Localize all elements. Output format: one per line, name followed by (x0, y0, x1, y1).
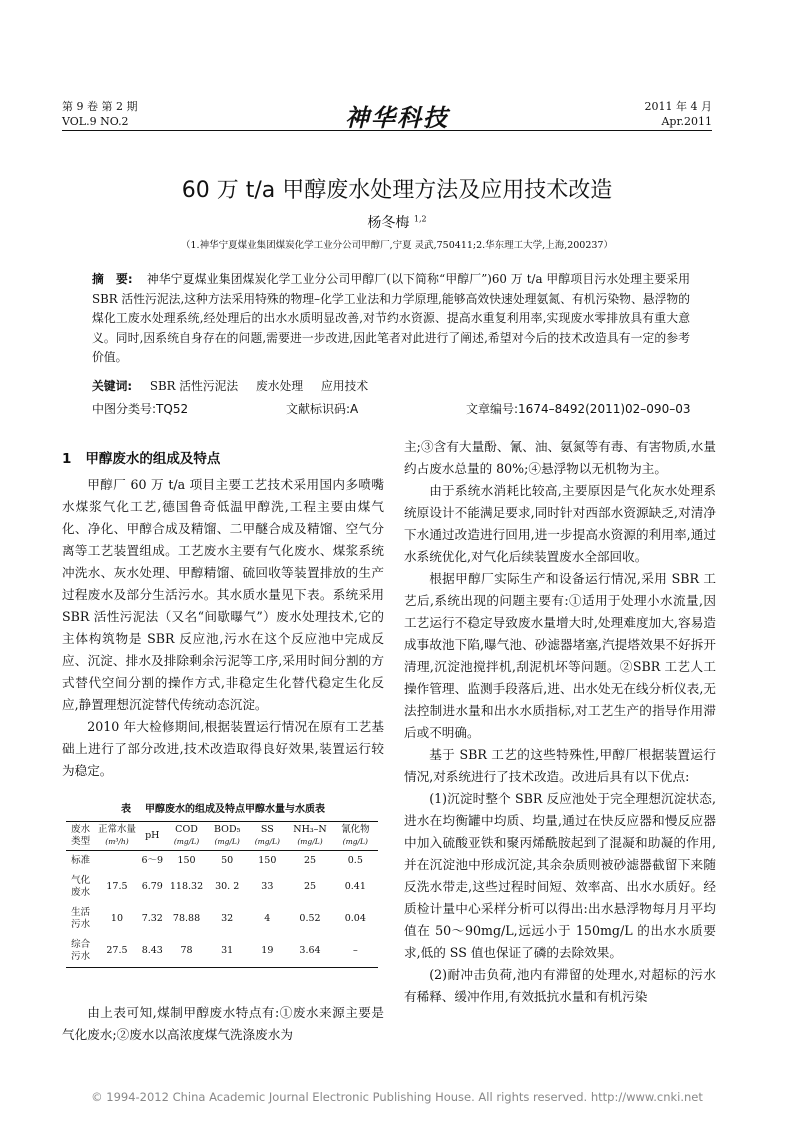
article-number: 文章编号:1674–8492(2011)02–090–03 (466, 402, 691, 416)
table-cell: 6.79 (141, 881, 163, 892)
table-cell: – (352, 945, 358, 956)
header-cell: 氰化物 (mg/L) (341, 824, 370, 846)
water-quality-table (66, 821, 378, 968)
table-cell: 3.64 (299, 945, 321, 956)
paper-title: 60 万 t/a 甲醇废水处理方法及应用技术改造 (181, 178, 613, 203)
table-row (66, 903, 378, 935)
author-affil-marks: 1,2 (413, 214, 427, 224)
table-cell: 17.5 (106, 881, 128, 892)
journal-masthead: 神华科技 (345, 103, 449, 132)
header-rule (62, 130, 712, 131)
keywords (92, 377, 692, 394)
table-label: 表 (121, 804, 131, 815)
paragraph: 根据甲醇厂实际生产和设备运行情况,采用 SBR 工艺后,系统出现的问题主要有:①适用于处理小水流量,因工艺运行不稳定导致废水量增大时,处理难度加大,容易造成事故池下陷,曝气池、砂滤器堵塞,汽提塔效果不好拆开清理,沉淀池搅拌机,刮泥机坏等问题。②SBR 工艺人工操作管理、监测手段落后,进、出水处无在线分析仪表,无法控制进水量和出水水质指标,对工艺生产的指导作用滞后或不明确。 (404, 571, 716, 740)
table-cell: 19 (261, 945, 274, 956)
table-cell: 0.41 (344, 881, 366, 892)
table-cell: 8.43 (141, 945, 163, 956)
section-heading (62, 448, 384, 470)
paragraph: 基于 SBR 工艺的这些特殊性,甲醇厂根据装置运行情况,对系统进行了技术改造。改进后具有以下优点: (404, 747, 716, 784)
header-cell: NH₃–N (mg/L) (293, 824, 327, 846)
volume-en: VOL.9 NO.2 (62, 115, 129, 128)
table-cell: 33 (261, 881, 274, 892)
table-cell: 25 (303, 881, 317, 892)
table-caption-text: 甲醇废水的组成及特点甲醇水量与水质表 (145, 804, 325, 815)
abstract-text: 神华宁夏煤业集团煤炭化学工业分公司甲醇厂(以下简称“甲醇厂”)60 万 t/a 甲醇项目污水处理主要采用 SBR 活性污泥法,这种方法采用特殊的物理–化学工业法和力学原理,能够高效快速处理氨氮、有机污染物、悬浮物的煤化工废水处理系统,经处理后的出水水质明显改善,对节约水资源、提高水重复利用率,实现废水零排放具有重大意义。同时,因系统自身存在的问题,需要进一步改进,因此笔者对此进行了阐述,希望对今后的技术改造具有一定的参考价值。 (92, 272, 690, 364)
keyword: SBR 活性污泥法 (149, 379, 239, 393)
keyword: 应用技术 (320, 379, 369, 393)
section-title: 甲醇废水的组成及特点 (85, 451, 221, 467)
table-cell: 7.32 (141, 913, 163, 924)
table-cell: 10 (110, 913, 123, 924)
table-row (66, 935, 378, 968)
section-number: 1 (62, 451, 72, 467)
table-cell: 6～9 (141, 855, 164, 866)
paragraph: (2)耐冲击负荷,池内有滞留的处理水,对超标的污水有稀释、缓冲作用,有效抵抗水量和有机污染 (404, 967, 716, 1004)
table-cell: 27.5 (106, 945, 128, 956)
table-cell: 生活污水 (71, 907, 91, 930)
affiliation: （1.神华宁夏煤业集团煤炭化学工业分公司甲醇厂,宁夏 灵武,750411;2.华东理工大学,上海,200237） (181, 240, 613, 251)
table-cell: 150 (258, 855, 277, 866)
paragraph: (1)沉淀时整个 SBR 反应池处于完全理想沉淀状态,进水在均衡罐中均质、均量,通过在快反应器和慢反应器中加入硫酸亚铁和聚丙烯酰胺起到了混凝和助凝的作用,并在沉淀池中形成沉淀,其余杂质则被砂滤器截留下来随反洗水带走,这些过程时间短、效率高、出水水质好。经质检计量中心采样分析可以得出:出水悬浮物每月月平均值在 50～90mg/L,远远小于 150mg/L 的出水水质要求,低的 SS 值也保证了磷的去除效果。 (404, 791, 716, 960)
header-date (645, 99, 712, 129)
copyright-footer: © 1994-2012 China Academic Journal Electronic Publishing House. All rights reserved. http://www.cnki.net (91, 1090, 703, 1104)
document-code: 文献标识码:A (286, 402, 359, 416)
keywords-label: 关键词: (92, 379, 133, 393)
header-cell: COD (mg/L) (173, 824, 200, 846)
table-cell (95, 851, 138, 872)
table-cell: 31 (221, 945, 234, 956)
data-table-block (62, 800, 384, 968)
abstract-label: 摘 要: (92, 272, 133, 286)
table-cell: 78.88 (172, 913, 201, 924)
header-cell: SS (mg/L) (254, 824, 280, 846)
table-cell: 0.04 (344, 913, 366, 924)
table-cell: 4 (264, 913, 271, 924)
left-column-continued (62, 1002, 384, 1046)
table-cell: 25 (303, 855, 317, 866)
keyword: 废水处理 (255, 379, 304, 393)
right-column (404, 436, 716, 1008)
paragraph: 甲醇厂 60 万 t/a 项目主要工艺技术采用国内多喷嘴水煤浆气化工艺,德国鲁奇低温甲醇洗,工程主要由煤气化、净化、甲醇合成及精馏、二甲醚合成及精馏、空气分离等工艺装置组成。工艺废水主要有气化废水、煤浆系统冲洗水、灰水处理、甲醇精馏、硫回收等装置排放的生产过程废水及部分生活污水。其水质水量见下表。系统采用 SBR 活性污泥法（又名“间歇曝气”）废水处理技术,它的主体构筑物是 SBR 反应池,污水在这个反应池中完成反应、沉淀、排水及排除剩余污泥等工序,采用时间分割的方式替代空间分割的操作方式,非稳定生化替代稳定生化反应,静置理想沉淀替代传统动态沉淀。 (62, 477, 384, 712)
table-cell: 0.5 (347, 855, 363, 866)
table-row (66, 851, 378, 872)
left-column (62, 448, 384, 782)
paragraph: 2010 年大检修期间,根据装置运行情况在原有工艺基础上进行了部分改进,技术改造取得良好效果,装置运行较为稳定。 (62, 719, 384, 778)
header-cell: 正常水量 (m³/h) (97, 824, 136, 846)
table-cell: 32 (221, 913, 234, 924)
header-cell: BOD₅ (mg/L) (214, 824, 241, 846)
abstract (92, 270, 690, 368)
table-row (66, 871, 378, 903)
table-caption (62, 800, 384, 815)
paragraph: 由于系统水消耗比较高,主要原因是气化灰水处理系统原设计不能满足要求,同时针对西部水资源缺乏,对清净下水通过改造进行回用,进一步提高水资源的利用率,通过水系统优化,对气化后续装置废水全部回收。 (404, 483, 716, 564)
table-header-row (66, 822, 378, 851)
table-cell: 气化废水 (71, 875, 91, 898)
header-cell: 废水类型 (71, 824, 91, 847)
table-cell: 综合污水 (71, 939, 91, 962)
date-cn: 2011 年 4 月 (644, 100, 712, 113)
volume-cn: 第 9 卷 第 2 期 (62, 100, 138, 113)
table-cell: 118.32 (169, 881, 204, 892)
date-en: Apr.2011 (661, 115, 712, 128)
table-cell: 150 (177, 855, 196, 866)
table-cell: 标准 (71, 855, 91, 866)
paragraph: 主;③含有大量酚、氰、油、氨氮等有毒、有害物质,水量约占废水总量的 80%;④悬浮物以无机物为主。 (404, 439, 716, 476)
clc-number: 中图分类号:TQ52 (92, 402, 189, 416)
paragraph: 由上表可知,煤制甲醇废水特点有:①废水来源主要是气化废水;②废水以高浓度煤气洗涤废水为 (62, 1005, 384, 1042)
table-cell: 50 (221, 855, 234, 866)
author-line (0, 212, 794, 232)
header-cell: pH (145, 830, 160, 841)
author-name: 杨冬梅 (367, 215, 410, 231)
table-cell: 78 (180, 945, 193, 956)
table-cell: 0.52 (299, 913, 321, 924)
table-cell: 30. 2 (215, 881, 240, 892)
